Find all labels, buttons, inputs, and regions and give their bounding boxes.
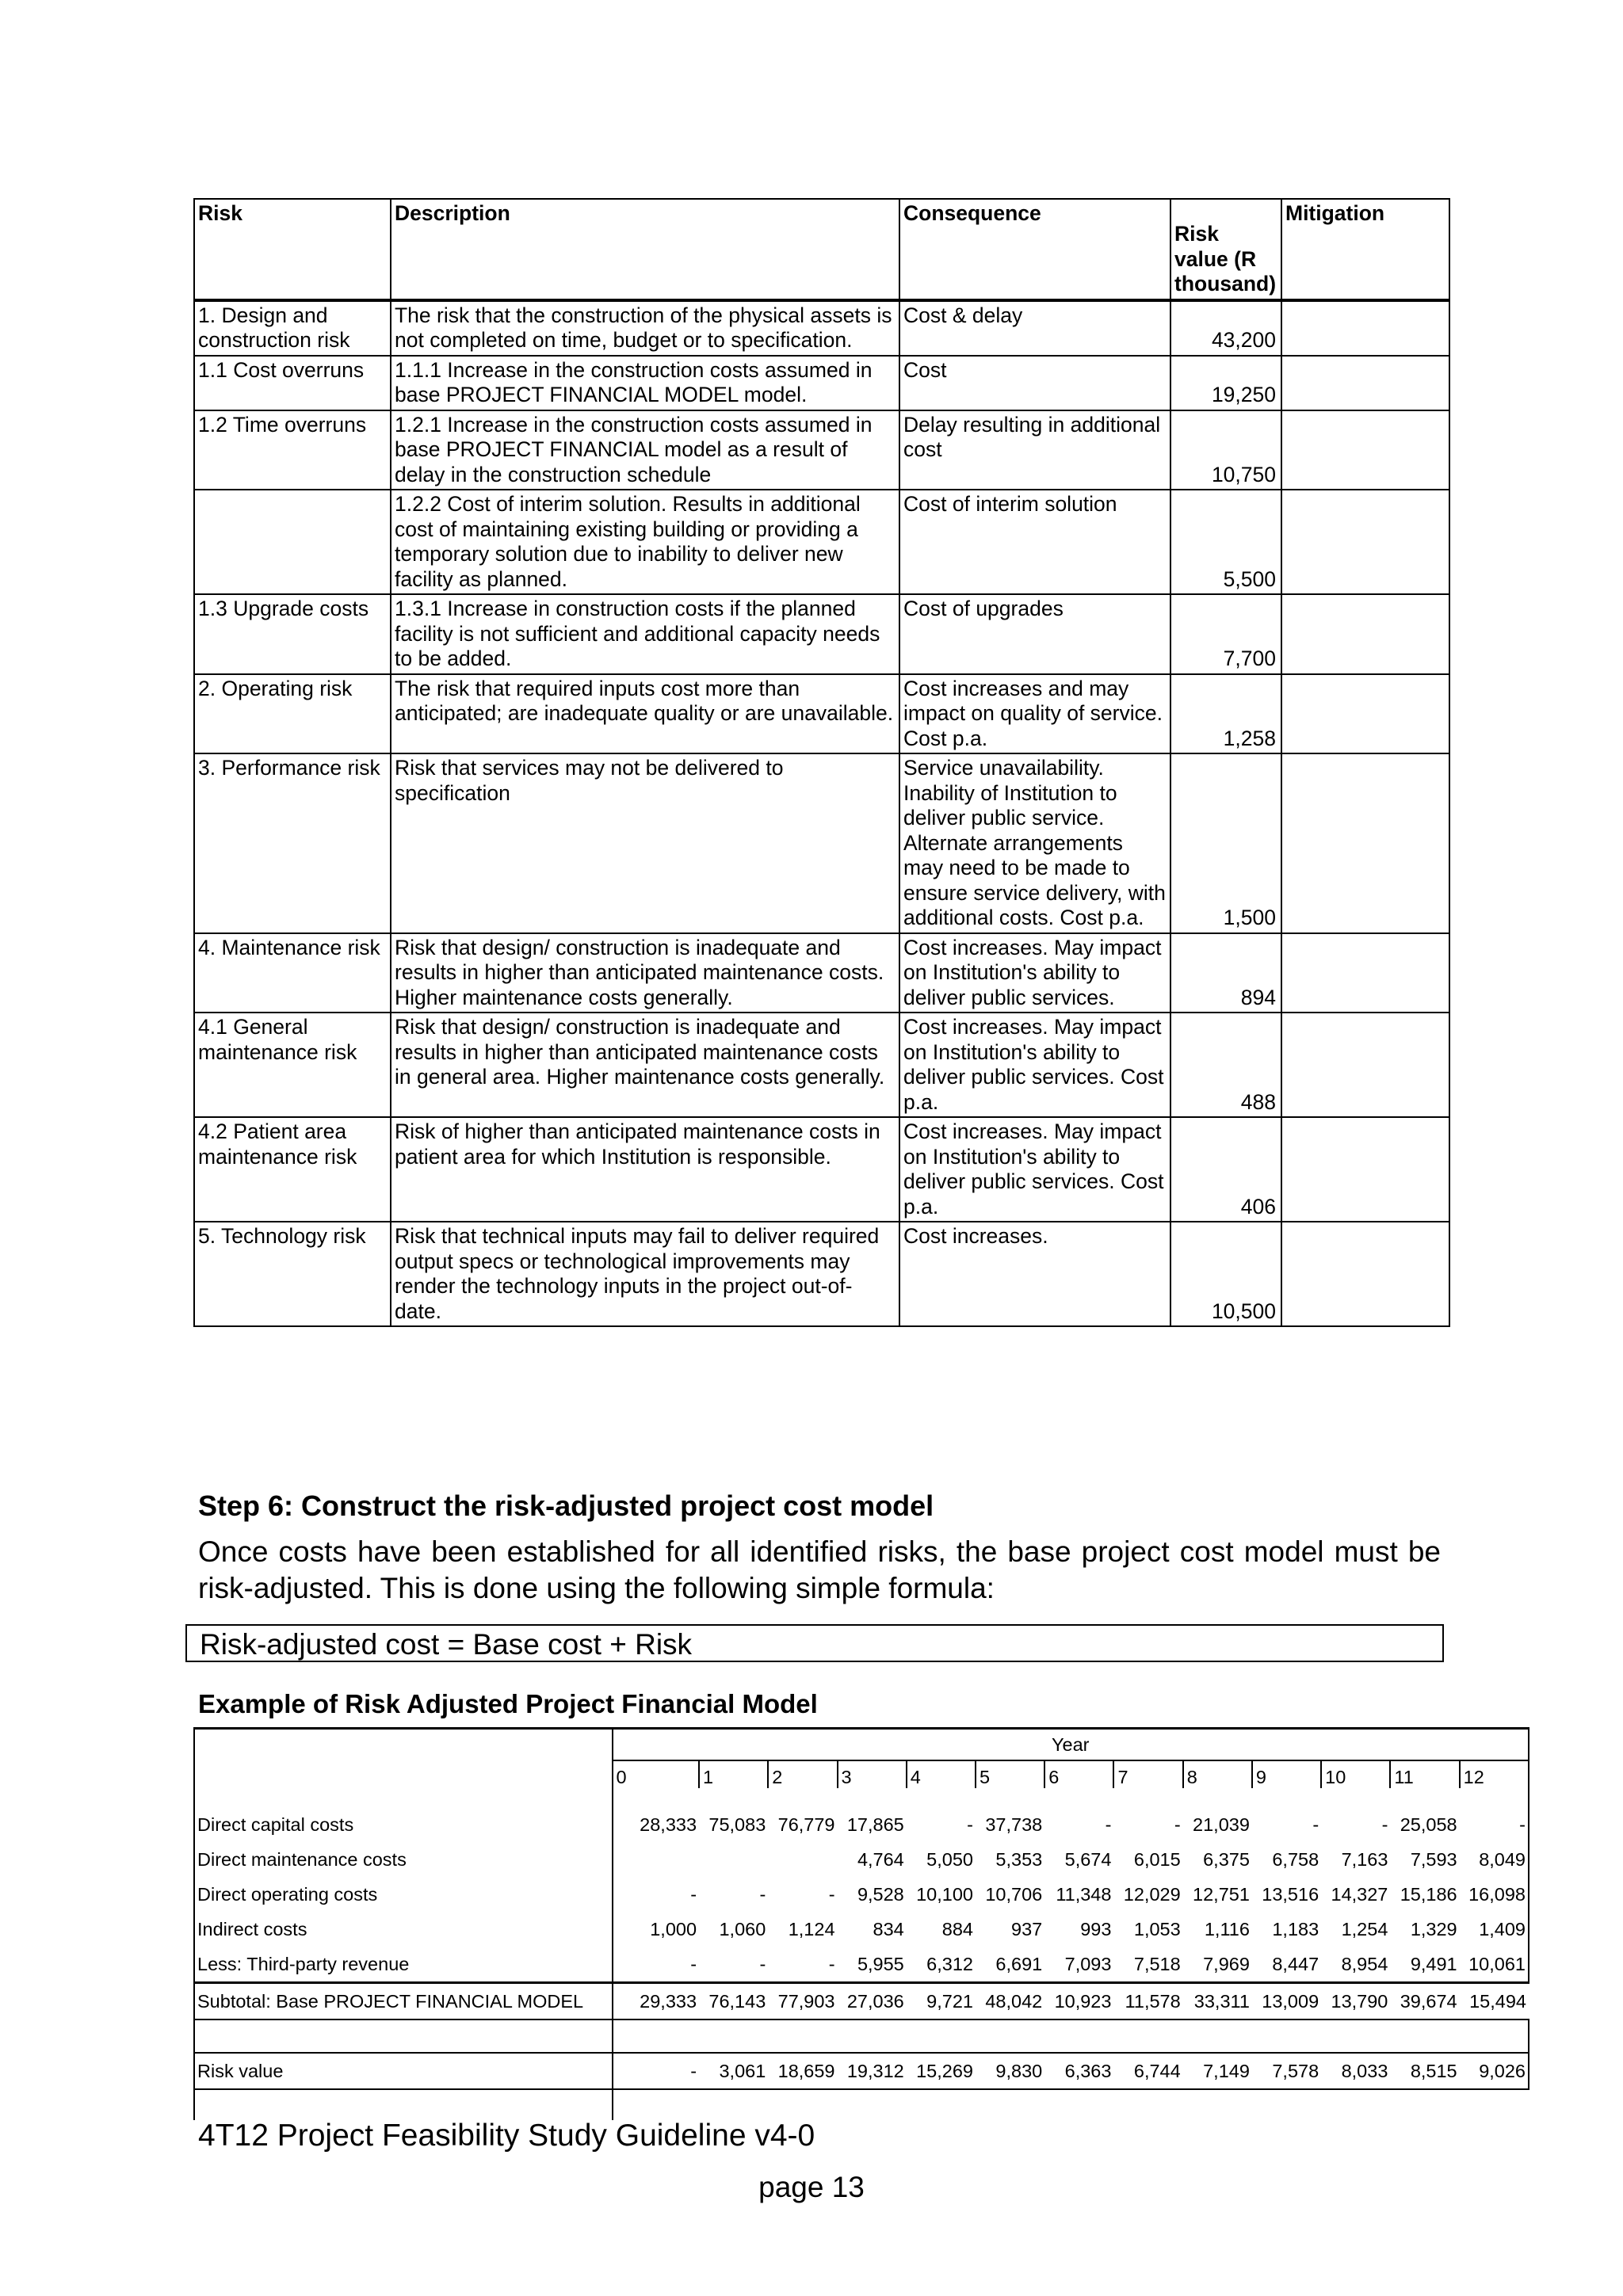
risk-row bbox=[194, 1222, 1449, 1326]
risk-name: 4. Maintenance risk bbox=[194, 933, 391, 1013]
spacer-cell bbox=[613, 1788, 700, 1807]
spacer-cell bbox=[1252, 1788, 1321, 1807]
value-cell: 75,083 bbox=[708, 1814, 766, 1835]
value-cell: 8,033 bbox=[1321, 2053, 1390, 2089]
risk-description: Risk that design/ construction is inadequate and results in higher than anticipated maintenance costs. Higher maintenance costs generally. bbox=[391, 933, 899, 1013]
value-cell: 3,061 bbox=[699, 2053, 768, 2089]
spacer-cell bbox=[1390, 1788, 1459, 1807]
cost-row bbox=[194, 1807, 1529, 1842]
risk-name: 1.3 Upgrade costs bbox=[194, 594, 391, 674]
spacer-cell bbox=[1183, 1788, 1252, 1807]
risk-description: 1.2.1 Increase in the construction costs assumed in base PROJECT FINANCIAL model as a result of delay in the construction schedule bbox=[391, 410, 899, 490]
risk-consequence: Cost of interim solution bbox=[899, 490, 1170, 594]
financial-model-body bbox=[194, 1729, 1529, 2121]
risk-value: 19,250 bbox=[1170, 356, 1281, 410]
blank-cell bbox=[613, 2089, 700, 2120]
value-cell: 7,093 bbox=[1064, 1953, 1112, 1974]
value-cell: - bbox=[690, 1953, 697, 1974]
continuation-row bbox=[194, 2089, 1529, 2120]
risk-name: 4.1 General maintenance risk bbox=[194, 1013, 391, 1117]
risk-name: 1.1 Cost overruns bbox=[194, 356, 391, 410]
risk-row bbox=[194, 490, 1449, 594]
risk-mitigation bbox=[1281, 490, 1449, 594]
value-cell: - bbox=[828, 1883, 835, 1905]
value-cell: 5,955 bbox=[857, 1953, 904, 1974]
risk-consequence: Cost bbox=[899, 356, 1170, 410]
spacer-row bbox=[194, 1788, 1529, 1807]
year-header: 0 bbox=[613, 1760, 700, 1788]
risk-table-body bbox=[194, 300, 1449, 1327]
value-cell: 9,026 bbox=[1460, 2053, 1529, 2089]
risk-value: 7,700 bbox=[1170, 594, 1281, 674]
risk-consequence: Cost increases. May impact on Institution's ability to deliver public services. Cost p.a. bbox=[899, 1013, 1170, 1117]
value-cell: 15,269 bbox=[907, 2053, 976, 2089]
risk-consequence: Cost increases. May impact on Institution's ability to deliver public services. bbox=[899, 933, 1170, 1013]
risk-description: 1.3.1 Increase in construction costs if the planned facility is not sufficient and additional capacity needs to be added. bbox=[391, 594, 899, 674]
risk-value: 10,750 bbox=[1170, 410, 1281, 490]
risk-mitigation bbox=[1281, 674, 1449, 754]
blank-cell bbox=[838, 2019, 907, 2053]
value-cell: 6,312 bbox=[926, 1953, 973, 1974]
risk-consequence: Cost & delay bbox=[899, 300, 1170, 356]
value-cell: 8,049 bbox=[1460, 1842, 1529, 1877]
value-cell: 6,375 bbox=[1203, 1848, 1250, 1870]
value-cell bbox=[699, 1842, 768, 1877]
risk-name: 5. Technology risk bbox=[194, 1222, 391, 1326]
year-header: 1 bbox=[699, 1760, 768, 1788]
value-cell: 77,903 bbox=[768, 1983, 837, 2020]
value-cell: 21,039 bbox=[1193, 1814, 1250, 1835]
risk-consequence: Cost increases. bbox=[899, 1222, 1170, 1326]
risk-description: The risk that required inputs cost more than anticipated; are inadequate quality or are unavailable. bbox=[391, 674, 899, 754]
risk-description: 1.2.2 Cost of interim solution. Results in additional cost of maintaining existing building or providing a temporary solution due to inability to deliver new facility as planned. bbox=[391, 490, 899, 594]
blank-row bbox=[194, 2019, 1529, 2053]
blank-cell bbox=[976, 2019, 1044, 2053]
risk-row bbox=[194, 753, 1449, 933]
value-cell: 1,409 bbox=[1460, 1912, 1529, 1947]
risk-consequence: Delay resulting in additional cost bbox=[899, 410, 1170, 490]
risk-mitigation bbox=[1281, 1222, 1449, 1326]
blank-cell bbox=[768, 2089, 837, 2120]
header-risk: Risk bbox=[194, 199, 391, 300]
risk-name: 2. Operating risk bbox=[194, 674, 391, 754]
value-cell: 6,691 bbox=[995, 1953, 1043, 1974]
risk-table-header-row bbox=[194, 199, 1449, 300]
row-label: Direct capital costs bbox=[194, 1807, 613, 1842]
value-cell: 15,494 bbox=[1460, 1983, 1529, 2020]
year-header: 3 bbox=[838, 1760, 907, 1788]
risk-value: 488 bbox=[1170, 1013, 1281, 1117]
value-cell: 9,721 bbox=[907, 1983, 976, 2020]
value-cell: 76,143 bbox=[699, 1983, 768, 2020]
risk-value: 1,258 bbox=[1170, 674, 1281, 754]
risk-row bbox=[194, 594, 1449, 674]
subtotal-row bbox=[194, 1983, 1529, 2020]
value-cell: 7,969 bbox=[1203, 1953, 1250, 1974]
value-cell: 8,515 bbox=[1390, 2053, 1459, 2089]
value-cell: 937 bbox=[1011, 1918, 1043, 1939]
cost-row bbox=[194, 1877, 1529, 1912]
row-label: Direct operating costs bbox=[194, 1877, 613, 1912]
value-cell: 28,333 bbox=[640, 1814, 697, 1835]
blank-cell bbox=[1252, 2089, 1321, 2120]
value-cell: 5,674 bbox=[1064, 1848, 1112, 1870]
risk-mitigation bbox=[1281, 410, 1449, 490]
page-number: page 13 bbox=[758, 2171, 865, 2203]
value-cell: - bbox=[759, 1883, 766, 1905]
value-cell: 6,015 bbox=[1133, 1848, 1181, 1870]
value-cell: 16,098 bbox=[1460, 1877, 1529, 1912]
risk-value: 406 bbox=[1170, 1117, 1281, 1222]
spacer-cell bbox=[976, 1788, 1044, 1807]
blank-cell bbox=[1044, 2019, 1113, 2053]
value-cell: 37,738 bbox=[985, 1814, 1043, 1835]
risk-name bbox=[194, 490, 391, 594]
value-cell: 13,009 bbox=[1252, 1983, 1321, 2020]
row-label: Indirect costs bbox=[194, 1912, 613, 1947]
value-cell: 7,149 bbox=[1183, 2053, 1252, 2089]
value-cell: 18,659 bbox=[768, 2053, 837, 2089]
value-cell: 13,516 bbox=[1262, 1883, 1319, 1905]
risk-name: 3. Performance risk bbox=[194, 753, 391, 933]
value-cell: 12,751 bbox=[1193, 1883, 1250, 1905]
value-cell: 9,528 bbox=[857, 1883, 904, 1905]
spacer-cell bbox=[699, 1788, 768, 1807]
risk-name: 1.2 Time overruns bbox=[194, 410, 391, 490]
blank-cell bbox=[1183, 2019, 1252, 2053]
blank-cell bbox=[976, 2089, 1044, 2120]
value-cell: 7,518 bbox=[1133, 1953, 1181, 1974]
value-cell: 11,578 bbox=[1113, 1983, 1182, 2020]
spacer-cell bbox=[907, 1788, 976, 1807]
risk-adjusted-financial-model-table bbox=[193, 1727, 1529, 2120]
year-header: 5 bbox=[976, 1760, 1044, 1788]
blank-cell bbox=[699, 2089, 768, 2120]
risk-consequence: Cost of upgrades bbox=[899, 594, 1170, 674]
value-cell: 27,036 bbox=[838, 1983, 907, 2020]
blank-cell bbox=[1113, 2089, 1182, 2120]
value-cell: - bbox=[967, 1814, 973, 1835]
risk-description: Risk that design/ construction is inadequate and results in higher than anticipated maintenance costs in general area. Higher maintenance costs generally. bbox=[391, 1013, 899, 1117]
row-label: Less: Third-party revenue bbox=[194, 1947, 613, 1983]
year-header: 8 bbox=[1183, 1760, 1252, 1788]
value-cell: 9,830 bbox=[976, 2053, 1044, 2089]
header-mitigation: Mitigation bbox=[1281, 199, 1449, 300]
risk-description: Risk of higher than anticipated maintenance costs in patient area for which Institution is responsible. bbox=[391, 1117, 899, 1222]
value-cell bbox=[768, 1842, 837, 1877]
value-cell: 993 bbox=[1080, 1918, 1112, 1939]
value-cell: 8,447 bbox=[1272, 1953, 1319, 1974]
header-description: Description bbox=[391, 199, 899, 300]
risk-description: 1.1.1 Increase in the construction costs assumed in base PROJECT FINANCIAL MODEL model. bbox=[391, 356, 899, 410]
risk-value: 5,500 bbox=[1170, 490, 1281, 594]
year-header: 2 bbox=[768, 1760, 837, 1788]
value-cell: - bbox=[1381, 1814, 1388, 1835]
blank-cell bbox=[1252, 2019, 1321, 2053]
value-cell: 6,758 bbox=[1272, 1848, 1319, 1870]
value-cell: 10,706 bbox=[985, 1883, 1043, 1905]
blank-cell bbox=[1460, 2019, 1529, 2053]
value-cell: 5,353 bbox=[995, 1848, 1043, 1870]
year-header: 4 bbox=[907, 1760, 976, 1788]
risk-row bbox=[194, 933, 1449, 1013]
value-cell: 4,764 bbox=[857, 1848, 904, 1870]
value-cell: 12,029 bbox=[1123, 1883, 1181, 1905]
example-heading: Example of Risk Adjusted Project Financial Model bbox=[198, 1689, 818, 1718]
risk-row bbox=[194, 300, 1449, 356]
value-cell: 10,061 bbox=[1460, 1947, 1529, 1983]
risk-register-table bbox=[193, 198, 1450, 1327]
header-risk-value: Risk value (R thousand) bbox=[1170, 199, 1281, 300]
risk-mitigation bbox=[1281, 300, 1449, 356]
blank-cell bbox=[613, 2019, 700, 2053]
value-cell: 13,790 bbox=[1321, 1983, 1390, 2020]
blank-cell bbox=[194, 2089, 613, 2120]
spacer-cell bbox=[1321, 1788, 1390, 1807]
value-cell: 6,363 bbox=[1044, 2053, 1113, 2089]
risk-value: 894 bbox=[1170, 933, 1281, 1013]
value-cell: 10,100 bbox=[916, 1883, 973, 1905]
value-cell: 29,333 bbox=[613, 1983, 700, 2020]
value-cell: 33,311 bbox=[1183, 1983, 1252, 2020]
spacer-cell bbox=[1044, 1788, 1113, 1807]
row-label: Subtotal: Base PROJECT FINANCIAL MODEL bbox=[194, 1983, 613, 2020]
risk-row bbox=[194, 674, 1449, 754]
blank-cell bbox=[1390, 2089, 1459, 2120]
blank-cell bbox=[838, 2089, 907, 2120]
value-cell: - bbox=[1105, 1814, 1112, 1835]
blank-cell bbox=[1460, 2089, 1529, 2120]
value-cell: 1,060 bbox=[719, 1918, 766, 1939]
spacer-cell bbox=[1113, 1788, 1182, 1807]
cost-row bbox=[194, 1947, 1529, 1983]
value-cell: 7,578 bbox=[1252, 2053, 1321, 2089]
year-header: 12 bbox=[1460, 1760, 1529, 1788]
value-cell: 1,329 bbox=[1410, 1918, 1457, 1939]
risk-mitigation bbox=[1281, 356, 1449, 410]
value-cell: 25,058 bbox=[1400, 1814, 1457, 1835]
risk-mitigation bbox=[1281, 1013, 1449, 1117]
blank-cell bbox=[1321, 2089, 1390, 2120]
year-header: 10 bbox=[1321, 1760, 1390, 1788]
corner-cell bbox=[194, 1760, 613, 1788]
blank-cell bbox=[1044, 2089, 1113, 2120]
risk-consequence: Cost increases. May impact on Institution's ability to deliver public services. Cost p.a. bbox=[899, 1117, 1170, 1222]
value-cell: 1,124 bbox=[788, 1918, 835, 1939]
footer-doc-title: 4T12 Project Feasibility Study Guideline v4-0 bbox=[198, 2119, 815, 2153]
risk-consequence: Service unavailability. Inability of Institution to deliver public service. Alternate arrangements may need to be made to ensure service delivery, with additional costs. Cost p.a. bbox=[899, 753, 1170, 933]
spacer-cell bbox=[1460, 1788, 1529, 1807]
year-label-row bbox=[194, 1729, 1529, 1761]
value-cell: 1,053 bbox=[1133, 1918, 1181, 1939]
value-cell: 39,674 bbox=[1390, 1983, 1459, 2020]
value-cell: 1,254 bbox=[1341, 1918, 1388, 1939]
value-cell: 5,050 bbox=[926, 1848, 973, 1870]
spacer-cell bbox=[838, 1788, 907, 1807]
year-header: 6 bbox=[1044, 1760, 1113, 1788]
blank-cell bbox=[699, 2019, 768, 2053]
year-label: Year bbox=[613, 1729, 1529, 1761]
value-cell: 19,312 bbox=[838, 2053, 907, 2089]
blank-cell bbox=[1113, 2019, 1182, 2053]
risk-consequence: Cost increases and may impact on quality of service. Cost p.a. bbox=[899, 674, 1170, 754]
risk-description: Risk that technical inputs may fail to deliver required output specs or technological improvements may render the technology inputs in the project out-of-date. bbox=[391, 1222, 899, 1326]
year-header: 11 bbox=[1390, 1760, 1459, 1788]
value-cell: 884 bbox=[941, 1918, 973, 1939]
value-cell: 15,186 bbox=[1400, 1883, 1457, 1905]
cost-row bbox=[194, 1842, 1529, 1877]
value-cell: - bbox=[1174, 1814, 1181, 1835]
value-cell: 17,865 bbox=[846, 1814, 904, 1835]
risk-mitigation bbox=[1281, 933, 1449, 1013]
risk-value: 43,200 bbox=[1170, 300, 1281, 356]
corner-cell bbox=[194, 1729, 613, 1761]
value-cell: 834 bbox=[873, 1918, 904, 1939]
value-cell: 10,923 bbox=[1044, 1983, 1113, 2020]
risk-row bbox=[194, 356, 1449, 410]
year-header: 7 bbox=[1113, 1760, 1182, 1788]
value-cell: - bbox=[1312, 1814, 1319, 1835]
row-label: Direct maintenance costs bbox=[194, 1842, 613, 1877]
step-6-heading: Step 6: Construct the risk-adjusted project cost model bbox=[198, 1489, 934, 1522]
blank-cell bbox=[194, 2019, 613, 2053]
risk-mitigation bbox=[1281, 594, 1449, 674]
spacer-cell bbox=[194, 1788, 613, 1807]
value-cell: - bbox=[1460, 1807, 1529, 1842]
value-cell: 7,163 bbox=[1341, 1848, 1388, 1870]
risk-name: 1. Design and construction risk bbox=[194, 300, 391, 356]
blank-cell bbox=[1183, 2089, 1252, 2120]
formula-box: Risk-adjusted cost = Base cost + Risk bbox=[185, 1624, 1444, 1662]
risk-row bbox=[194, 1013, 1449, 1117]
risk-value-row bbox=[194, 2053, 1529, 2089]
value-cell: 11,348 bbox=[1056, 1883, 1112, 1905]
header-consequence: Consequence bbox=[899, 199, 1170, 300]
value-cell: 76,779 bbox=[777, 1814, 835, 1835]
value-cell: - bbox=[828, 1953, 835, 1974]
row-label: Risk value bbox=[194, 2053, 613, 2089]
value-cell: - bbox=[613, 2053, 700, 2089]
risk-value: 1,500 bbox=[1170, 753, 1281, 933]
risk-value: 10,500 bbox=[1170, 1222, 1281, 1326]
risk-mitigation bbox=[1281, 753, 1449, 933]
value-cell: 1,183 bbox=[1272, 1918, 1319, 1939]
blank-cell bbox=[768, 2019, 837, 2053]
value-cell: 14,327 bbox=[1331, 1883, 1388, 1905]
blank-cell bbox=[1390, 2019, 1459, 2053]
value-cell: 1,000 bbox=[650, 1918, 697, 1939]
blank-cell bbox=[907, 2089, 976, 2120]
step-6-paragraph: Once costs have been established for all identified risks, the base project cost model must be risk-adjusted. This is done using the following simple formula: bbox=[198, 1535, 1441, 1604]
risk-description: Risk that services may not be delivered to specification bbox=[391, 753, 899, 933]
value-cell: 8,954 bbox=[1341, 1953, 1388, 1974]
blank-cell bbox=[1321, 2019, 1390, 2053]
year-header: 9 bbox=[1252, 1760, 1321, 1788]
cost-row bbox=[194, 1912, 1529, 1947]
blank-cell bbox=[907, 2019, 976, 2053]
value-cell: 7,593 bbox=[1410, 1848, 1457, 1870]
risk-mitigation bbox=[1281, 1117, 1449, 1222]
value-cell: - bbox=[690, 1883, 697, 1905]
value-cell: 9,491 bbox=[1410, 1953, 1457, 1974]
risk-name: 4.2 Patient area maintenance risk bbox=[194, 1117, 391, 1222]
risk-row bbox=[194, 1117, 1449, 1222]
spacer-cell bbox=[768, 1788, 837, 1807]
value-cell: 48,042 bbox=[976, 1983, 1044, 2020]
value-cell: 6,744 bbox=[1113, 2053, 1182, 2089]
year-header-row bbox=[194, 1760, 1529, 1788]
risk-description: The risk that the construction of the physical assets is not completed on time, budget or to specification. bbox=[391, 300, 899, 356]
value-cell: 1,116 bbox=[1204, 1918, 1250, 1939]
value-cell bbox=[613, 1842, 700, 1877]
value-cell: - bbox=[759, 1953, 766, 1974]
risk-row bbox=[194, 410, 1449, 490]
